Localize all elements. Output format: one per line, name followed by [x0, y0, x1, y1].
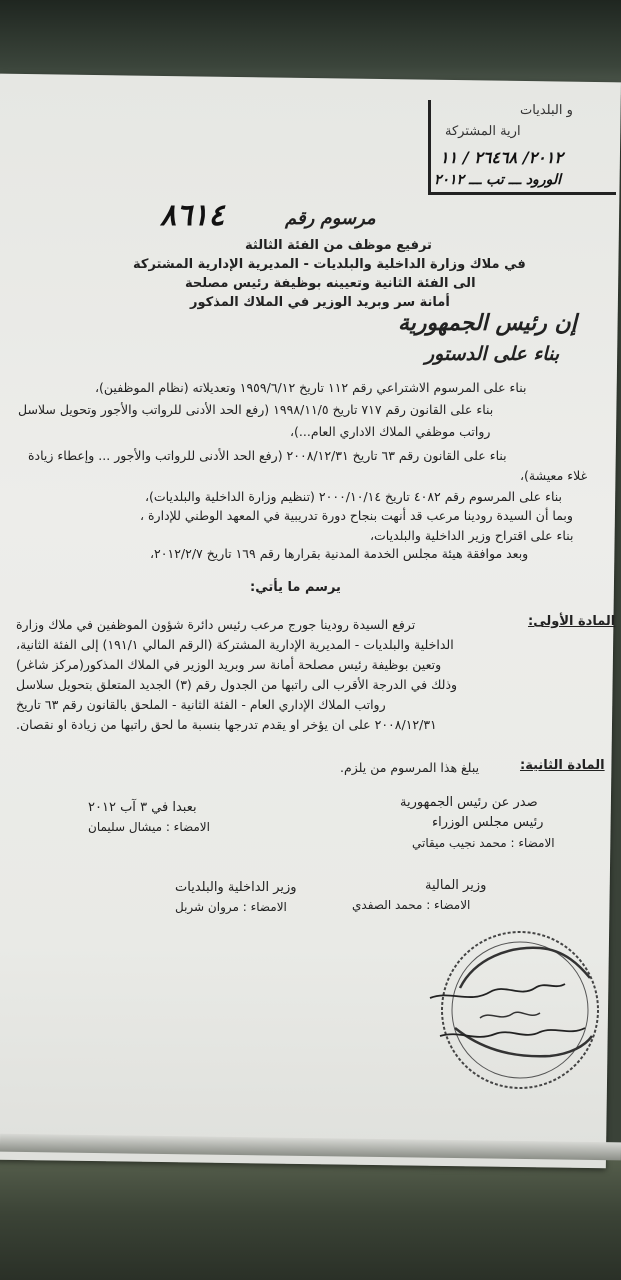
issued-by: صدر عن رئيس الجمهورية — [400, 795, 538, 810]
official-seal — [420, 918, 610, 1103]
article-1-line-5: رواتب الملاك الإداري العام - الفئة الثانية - الملحق بالقانون رقم ٦٣ تاريخ — [16, 697, 386, 712]
preamble-line-1: بناء على المرسوم الاشتراعي رقم ١١٢ تاريخ ١٩٥٩/٦/١٢ وتعديلاته (نظام الموظفين)، — [95, 380, 527, 395]
article-1-line-1: ترفع السيدة رودينا جورج مرعب رئيس دائرة شؤون الموظفين في ملاك وزارة — [16, 617, 416, 632]
finance-minister-signature: الامضاء : محمد الصفدي — [352, 898, 471, 912]
preamble-line-2: بناء على القانون رقم ٧١٧ تاريخ ١٩٩٨/١١/٥ (رفع الحد الأدنى للرواتب والأجور وتحويل سلاسل — [18, 402, 494, 417]
subject-line-1: ترفيع موظف من الفئة الثالثة — [245, 238, 432, 253]
stamp-line-1: و البلديات — [520, 103, 573, 118]
article-1-line-3: وتعين بوظيفة رئيس مصلحة أمانة سر وبريد الوزير في الملاك المذكور(مركز شاغر) — [16, 657, 442, 672]
interior-minister-title: وزير الداخلية والبلديات — [175, 880, 297, 895]
subject-line-3: الى الفئة الثانية وتعيينه بوظيفة رئيس مصلحة — [185, 276, 476, 291]
decrees-heading: يرسم ما يأتي: — [250, 580, 341, 595]
president-signature: الامضاء : ميشال سليمان — [88, 820, 210, 834]
president-heading: إن رئيس الجمهورية — [398, 310, 577, 336]
article-2-text: يبلغ هذا المرسوم من يلزم. — [340, 760, 480, 775]
preamble-line-5: غلاء معيشة)، — [520, 468, 588, 483]
place-date: بعبدا في ٣ آب ٢٠١٢ — [88, 800, 197, 815]
subject-line-2: في ملاك وزارة الداخلية والبلديات - المديرية الإدارية المشتركة — [133, 257, 526, 272]
preamble-line-9: وبعد موافقة هيئة مجلس الخدمة المدنية بقرارها رقم ١٦٩ تاريخ ٢٠١٢/٢/٧، — [150, 546, 529, 561]
preamble-line-3: رواتب موظفي الملاك الاداري العام...)، — [290, 424, 491, 439]
pm-signature: الامضاء : محمد نجيب ميقاتي — [412, 836, 555, 850]
article-1-line-2: الداخلية والبلديات - المديرية الإدارية المشتركة (الرقم المالي ١٩١/١) إلى الفئة الثانية، — [16, 637, 454, 652]
stamp-date: الورود ـــ تب ـــ ٢٠١٢ — [434, 172, 561, 188]
background-bottom — [0, 1150, 621, 1280]
preamble-line-4: بناء على القانون رقم ٦٣ تاريخ ٢٠٠٨/١٢/٣١ (رفع الحد الأدنى للرواتب والأجور ... وإعطاء زيادة — [28, 448, 507, 463]
subject-line-4: أمانة سر وبريد الوزير في الملاك المذكور — [190, 295, 450, 310]
preamble-line-6: بناء على المرسوم رقم ٤٠٨٢ تاريخ ٢٠٠٠/١٠/١٤ (تنظيم وزارة الداخلية والبلديات)، — [145, 489, 563, 504]
preamble-line-8: بناء على اقتراح وزير الداخلية والبلديات، — [370, 528, 574, 543]
article-1-line-4: وذلك في الدرجة الأقرب الى راتبها من الجدول رقم (٣) الجديد المتعلق بتحويل سلاسل — [16, 677, 458, 692]
stamp-line-2: ارية المشتركة — [445, 124, 521, 139]
preamble-line-7: وبما أن السيدة رودينا مرعب قد أنهت بنجاح دورة تدريبية في المعهد الوطني للإدارة ، — [140, 508, 573, 523]
article-1-line-6: ٢٠٠٨/١٢/٣١ على ان يؤخر او يقدم تدرجها بنسبة ما لحق راتبها من زيادة او نقصان. — [16, 717, 437, 732]
decree-label: مرسوم رقم — [285, 208, 376, 229]
stamp-reference: ٢٠١٢/ ٢٦٤٦٨ / ١١ — [440, 148, 563, 167]
pm-title: رئيس مجلس الوزراء — [432, 815, 544, 830]
interior-minister-signature: الامضاء : مروان شربل — [175, 900, 287, 914]
article-1-label: المادة الأولى: — [528, 614, 616, 629]
finance-minister-title: وزير المالية — [425, 878, 487, 893]
decree-number: ٨٦١٤ — [160, 198, 225, 233]
constitution-heading: بناء على الدستور — [425, 343, 560, 365]
article-2-label: المادة الثانية: — [520, 758, 605, 773]
